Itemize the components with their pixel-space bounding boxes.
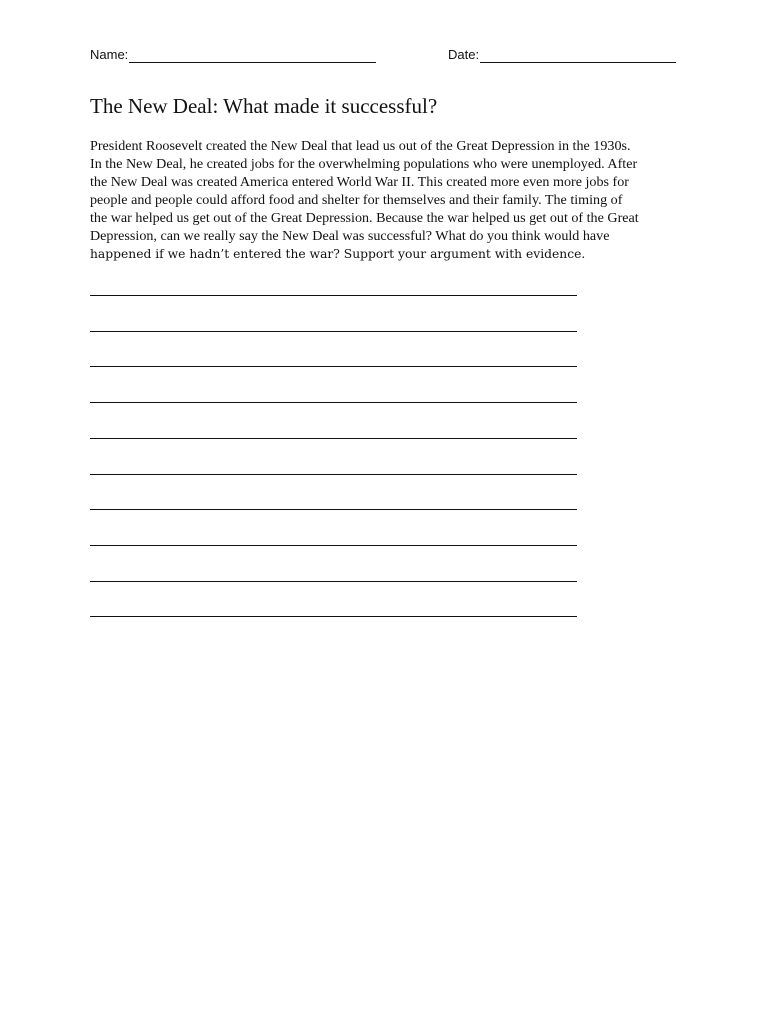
- date-label: Date:: [448, 47, 480, 62]
- worksheet-title: The New Deal: What made it successful?: [90, 94, 438, 118]
- answer-line[interactable]: [90, 616, 577, 617]
- answer-line[interactable]: [90, 366, 577, 367]
- prompt-line: Depression, can we really say the New Deal was successful? What do you think would have: [90, 228, 610, 244]
- answer-line[interactable]: [90, 331, 577, 332]
- name-blank-line[interactable]: [129, 48, 376, 63]
- answer-line[interactable]: [90, 438, 577, 439]
- prompt-line: people and people could afford food and shelter for themselves and their family. The timing of: [90, 192, 623, 208]
- prompt-line: In the New Deal, he created jobs for the overwhelming populations who were unemployed. After: [90, 156, 638, 172]
- prompt-paragraph: [90, 137, 682, 263]
- answer-line[interactable]: [90, 402, 577, 403]
- answer-line[interactable]: [90, 581, 577, 582]
- date-field[interactable]: [448, 47, 676, 63]
- answer-line[interactable]: [90, 295, 577, 296]
- prompt-line: the war helped us get out of the Great Depression. Because the war helped us get out of the Great: [90, 210, 639, 226]
- name-field[interactable]: [90, 47, 376, 63]
- prompt-line: President Roosevelt created the New Deal that lead us out of the Great Depression in the 1930s.: [90, 138, 631, 154]
- answer-line[interactable]: [90, 545, 577, 546]
- prompt-line: happened if we hadn’t entered the war? Support your argument with evidence.: [90, 247, 586, 261]
- header-row: [90, 47, 680, 67]
- answer-line[interactable]: [90, 474, 577, 475]
- answer-line[interactable]: [90, 509, 577, 510]
- date-blank-line[interactable]: [480, 48, 676, 63]
- prompt-line: the New Deal was created America entered World War II. This created more even more jobs for: [90, 174, 629, 190]
- name-label: Name:: [90, 47, 129, 62]
